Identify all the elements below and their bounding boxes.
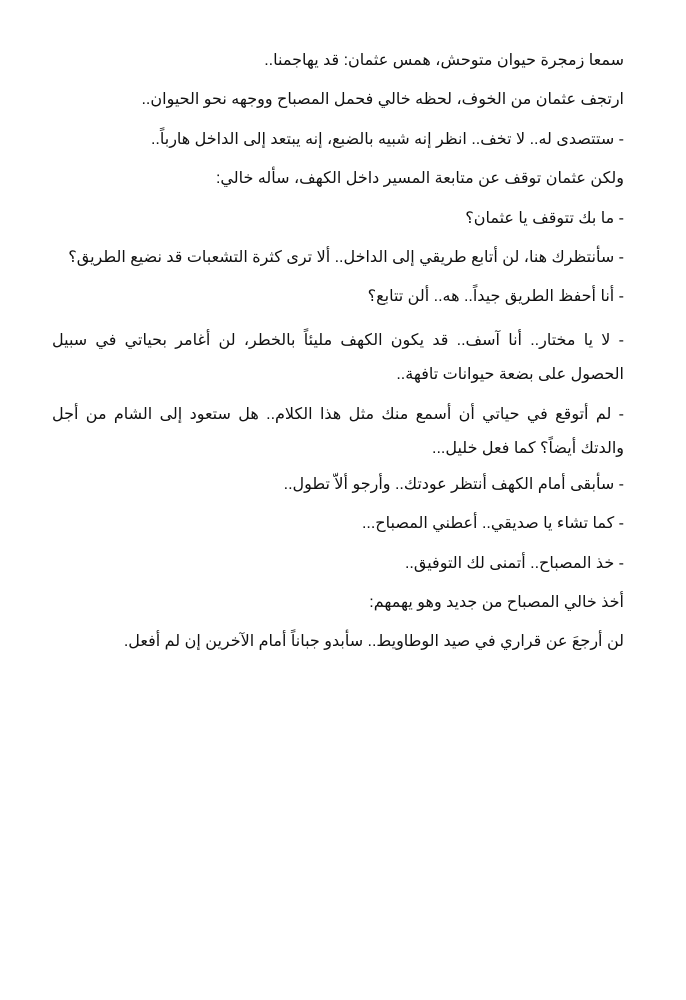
paragraph-2: ارتجف عثمان من الخوف، لحظه خالي فحمل المصباح ووجهه نحو الحيوان.. <box>141 91 624 109</box>
paragraph-4: ولكن عثمان توقف عن متابعة المسير داخل الكهف، سأله خالي: <box>215 170 624 188</box>
paragraph-8: - لا يا مختار.. أنا آسف.. قد يكون الكهف مليئاً بالخطر، لن أغامر بحياتي في سبيل الحصول على بضعة حيوانات تافهة.. <box>52 331 625 383</box>
paragraph-3: - ستتصدى له.. لا تخف.. انظر إنه شبيه بالضبع، إنه يبتعد إلى الداخل هارباً.. <box>150 130 624 148</box>
story-text <box>52 48 624 669</box>
paragraph-9: - لم أتوقع في حياتي أن أسمع منك مثل هذا الكلام.. هل ستعود إلى الشام من أجل والدتك أيضاً؟ كما فعل خليل... <box>52 405 624 457</box>
paragraph-5: - ما بك تتوقف يا عثمان؟ <box>465 209 624 227</box>
paragraph-1: سمعا زمجرة حيوان متوحش، همس عثمان: قد يهاجمنا.. <box>264 52 624 69</box>
paragraph-6: - سأنتظرك هنا، لن أتابع طريقي إلى الداخل.. ألا ترى كثرة التشعبات قد نضيع الطريق؟ <box>68 248 624 266</box>
paragraph-14: لن أرجعَ عن قراري في صيد الوطاويط.. سأبدو جباناً أمام الآخرين إن لم أفعل. <box>123 633 624 651</box>
paragraph-13: أخذ خالي المصباح من جديد وهو يهمهم: <box>369 593 624 611</box>
paragraph-11: - كما تشاء يا صديقي.. أعطني المصباح... <box>361 515 624 533</box>
paragraph-10: - سأبقى أمام الكهف أنتظر عودتك.. وأرجو ألاّ تطول.. <box>283 475 624 493</box>
paragraph-7: - أنا أحفظ الطريق جيداً.. هه.. ألن تتابع؟ <box>367 288 624 306</box>
paragraph-12: - خذ المصباح.. أتمنى لك التوفيق.. <box>404 554 624 572</box>
